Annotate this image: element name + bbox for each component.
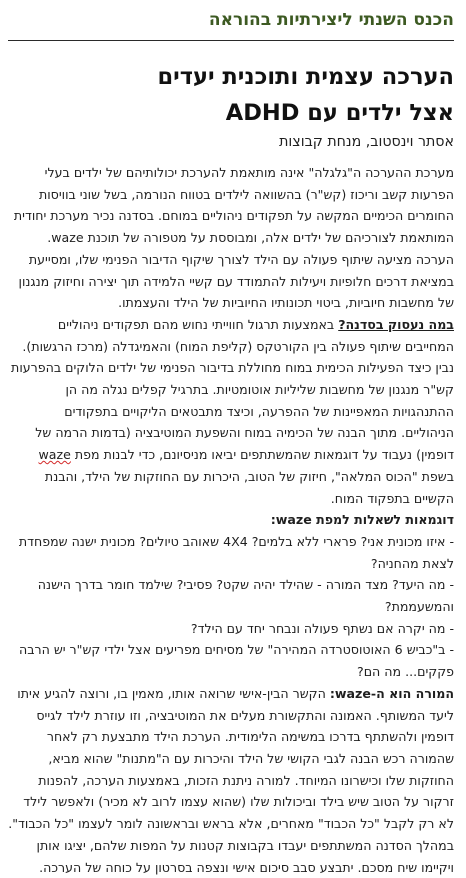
- teacher-text: הקשר הבין-אישי שרואה אותו, מאמין בו, ורוצה להגיע איתו ליעד המשותף. האמונה והתקשורת מעלים את המוטיבציה, וזו עוזרת לילד לגייס דופמין ולהשתתף בדרכו במשימה הלימודית. הערכת הילד מתבצעת רק לאחר שהמורה רכש הבנה לגבי הקושי של הילד והיכרות עם ה"מתנות" שהוא מביא, החוזקות שלו וכישרונו המיוחד. למורה ניתנת הזכות, באמצעות הערכה, להפנות זרקור על הטוב שיש בילד וביכולות שלו (שהוא עצמו לרוב לא מכיר) ולאפשר לילד לא רק לקבל "כל הכבוד" מאחרים, אלא בראש ובראשונה לומר לעצמו "כל הכבוד".: [8, 685, 454, 832]
- article-body: [8, 162, 454, 878]
- conference-title: הכנס השנתי ליצירתיות בהוראה: [8, 10, 454, 41]
- title-line-1: הערכה עצמית ותוכנית יעדים: [157, 64, 454, 90]
- workshop-text: באמצעות תרגול חווייתי נחוש מהם תפקודים ניהוליים המחייבים שיתוף פעולה בין הקורטקס (קליפת המוח) והאמיגדלה (מרכז הרגשות). נבין כיצד הפעילות הכימית במוח מחוללת בדיבור הפנימי של ילדים הלוקים בהפרעות קש"ר מנגנון של מחשבות שליליות אוטומטיות. בתרגיל קפלים נגלה מה הן ההתנהגויות המאפיינות של ההפרעה, וכיצד מתבטאים הליקויים בתפקודים הניהוליים. מתוך הבנה של הכימיה במוח והשפעת המוטיבציה (בדמות הרמה של דופמין) נעבוד על דוגמאות שהמשתתפים יביאו מניסיונם, כדי לבנות מפת: [11, 316, 454, 463]
- closing-paragraph: במהלך הסדנה המשתתפים יעבדו בקבוצות קטנות על המפות שלהם, יציגו אותן ויקיימו שיח מסכם. יתבצע סבב סיכום אישי ונצפה בסרטון על כוחה של הערכה.: [36, 837, 454, 875]
- workshop-paragraph: [8, 314, 454, 509]
- example-item: - ב"כביש 6 האוטוסטרדה המהירה" של מסיחים מפריעים אצל ילדי קש"ר יש הרבה פקקים... מה הם?: [18, 642, 454, 680]
- example-item: - מה יקרה אם נשתף פעולה ונבחר יחד עם הילד?: [190, 620, 454, 636]
- example-item: - מה היעד? מצד המורה - שהילד יהיה שקט? פסיבי? שילמד חומר בדרך הישנה והמשעממת?: [37, 577, 454, 615]
- article-title: [8, 59, 454, 131]
- example-item: - איזו מכונית אני? פרארי ללא בלמים? 4X4 שאוהב טיולים? מכונית ישנה שמפחדת לצאת מהחניה?: [18, 533, 454, 571]
- teacher-heading: המורה הוא ה-waze:: [329, 685, 454, 701]
- title-line-2: אצל ילדים עם ADHD: [225, 100, 454, 126]
- spellcheck-word-waze: waze: [38, 447, 71, 463]
- examples-heading: דוגמאות לשאלות למפת waze:: [270, 512, 454, 528]
- author-byline: אסתר וינסטוב, מנחת קבוצות: [279, 134, 454, 150]
- workshop-text-continued: בשפת "הכוס המלאה", חיזוק של הטוב, היכרות עם החוזקות של הילד, והבנת הקשיים בתפקוד המוח.: [44, 468, 454, 506]
- workshop-question-heading: במה נעסוק בסדנה?: [338, 316, 454, 332]
- intro-paragraph: מערכת ההערכה ה"גלגלה" אינה מותאמת להערכת יכולותיהם של ילדים בעלי הפרעות קשב וריכוז (קש"ר) בהשוואה לילדים בטווח הנורמה, בשל שוני בוויסות החומרים הכימיים המקשה על תפקודים ניהוליים במוחם. בסדנה נכיר מערכת יחודית המותאמת לצורכיהם של ילדים אלה, ומבוססת על מטפורה של תוכנת waze. הערכה מציעה שיתוף פעולה עם הילד לצורך שיקוף הדיבור הפנימי שלו, ומסייעת במציאת דרכים חלופיות ויעילות להתמודד עם קשיי הלמידה תוך יצירה וחיזוק מנגנון של מחשבות חיוביות, ביטוי תכונותיו החיוביות של הילד והעצמתו.: [13, 165, 454, 311]
- teacher-paragraph: [8, 683, 454, 835]
